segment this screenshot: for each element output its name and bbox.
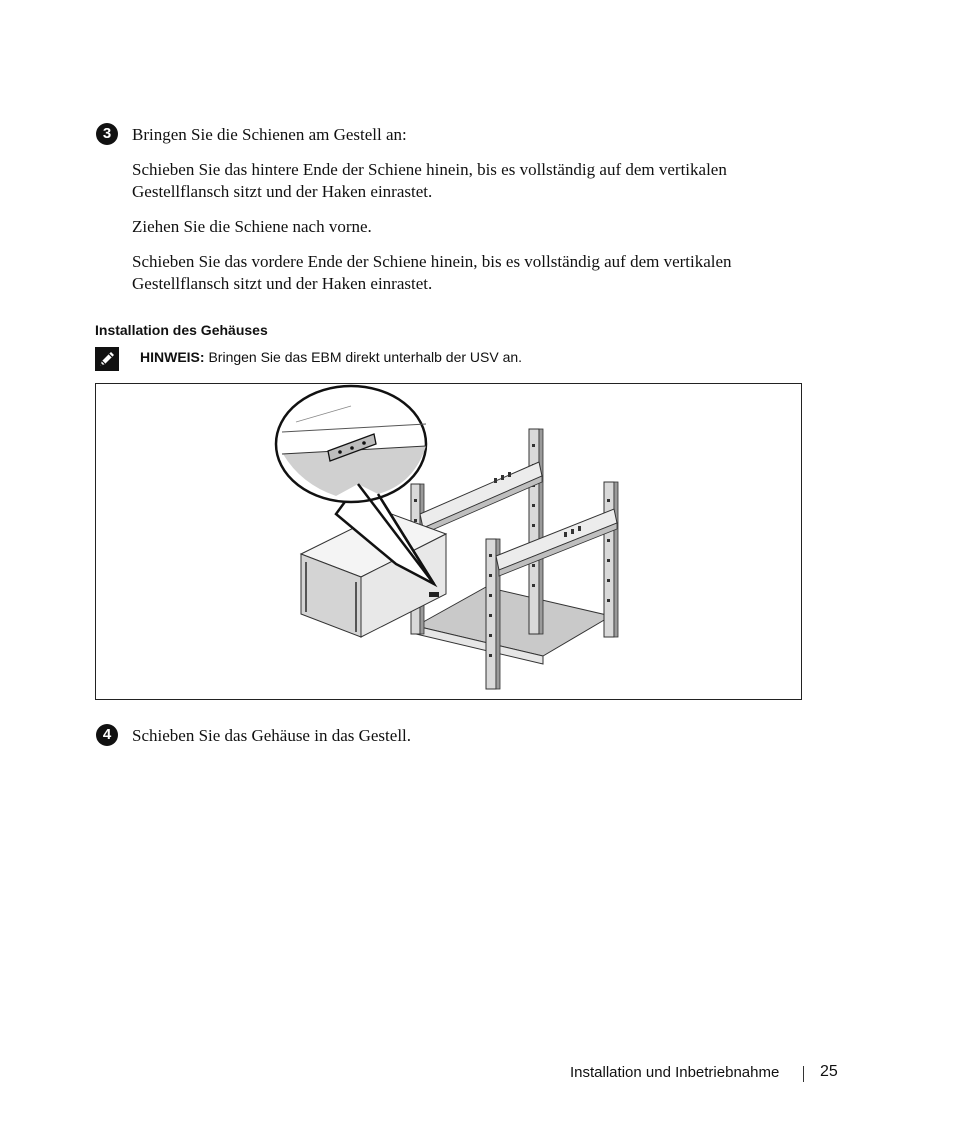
section-heading: Installation des Gehäuses [95,322,268,338]
rack-installation-illustration [96,384,801,699]
page-number: 25 [820,1063,838,1080]
step-3-paragraph-1: Schieben Sie das hintere Ende der Schiene hinein, bis es vollständig auf dem vertikalen Gestellflansch sitzt und der Haken einrastet. [132,160,727,201]
step-3-intro: Bringen Sie die Schienen am Gestell an: [132,125,407,144]
footer-title: Installation und Inbetriebnahme [570,1064,780,1081]
step-3-badge: 3 [96,123,118,145]
step-4-text: Schieben Sie das Gehäuse in das Gestell. [132,726,412,745]
footer-separator [803,1066,804,1082]
step-3-paragraph-2: Ziehen Sie die Schiene nach vorne. [132,217,372,236]
pencil-note-icon [95,347,119,371]
note-body: Bringen Sie das EBM direkt unterhalb der USV an. [208,349,523,365]
installation-figure [95,383,802,700]
step-3-paragraph-3: Schieben Sie das vordere Ende der Schiene hinein, bis es vollständig auf dem vertikalen Gestellflansch sitzt und der Haken einrastet. [132,252,732,293]
note-text [140,349,522,365]
note-label: HINWEIS: [140,349,205,365]
step-4-badge: 4 [96,724,118,746]
